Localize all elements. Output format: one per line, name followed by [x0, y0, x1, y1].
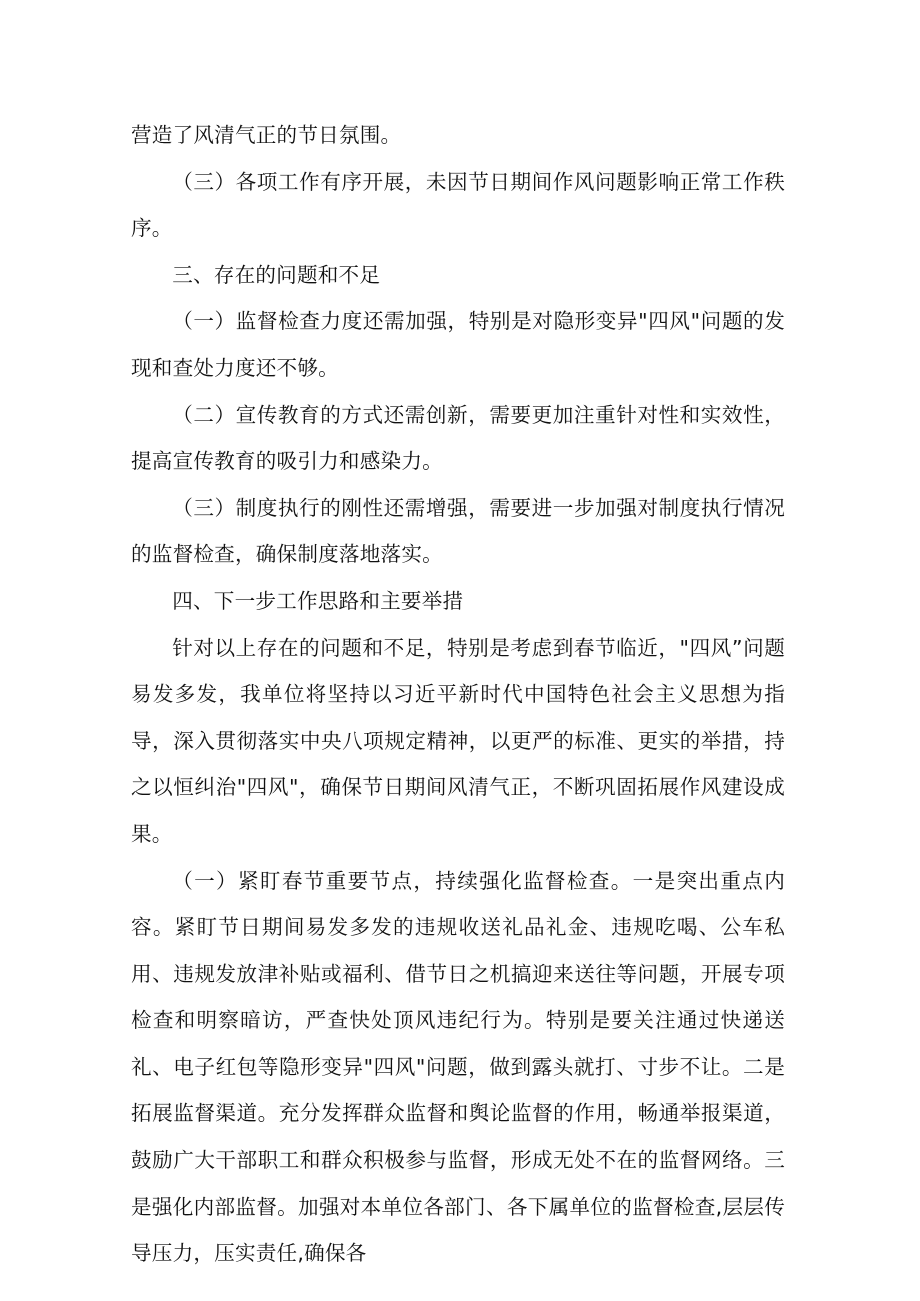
paragraph-problem-2: （二）宣传教育的方式还需创新，需要更加注重针对性和实效性，提高宣传教育的吸引力和感染力。: [131, 402, 785, 474]
document-body: [131, 112, 785, 1277]
paragraph-problem-3: （三）制度执行的刚性还需增强，需要进一步加强对制度执行情况的监督检查，确保制度落地落实。: [131, 495, 785, 567]
paragraph-measure-1: （一）紧盯春节重要节点，持续强化监督检查。一是突出重点内容。紧盯节日期间易发多发的违规收送礼品礼金、违规吃喝、公车私用、违规发放津补贴或福利、借节日之机搞迎来送往等问题，开展专项检查和明察暗访，严查快处顶风违纪行为。特别是要关注通过快递送礼、电子红包等隐形变异"四风"问题，做到露头就打、寸步不让。二是拓展监督渠道。充分发挥群众监督和舆论监督的作用，畅通举报渠道，鼓励广大干部职工和群众积极参与监督，形成无处不在的监督网络。三是强化内部监督。加强对本单位各部门、各下属单位的监督检查,层层传导压力，压实责任,确保各: [131, 868, 785, 1266]
section-heading-problems: 三、存在的问题和不足: [172, 262, 381, 287]
paragraph-next-steps-intro: 针对以上存在的问题和不足，特别是考虑到春节临近，"四风”问题易发多发，我单位将坚持以习近平新时代中国特色社会主义思想为指导，深入贯彻落实中央八项规定精神，以更严的标准、更实的举措，持之以恒纠治"四风"，确保节日期间风清气正，不断巩固拓展作风建设成果。: [131, 635, 785, 846]
section-heading-next-steps: 四、下一步工作思路和主要举措: [172, 588, 464, 613]
paragraph-continuation: 营造了风清气正的节日氛围。: [131, 123, 402, 147]
paragraph-problem-1: （一）监督检查力度还需加强，特别是对隐形变异"四风"问题的发现和查处力度还不够。: [131, 309, 785, 380]
paragraph-item-3: （三）各项工作有序开展，未因节日期间作风问题影响正常工作秩序。: [131, 169, 785, 241]
